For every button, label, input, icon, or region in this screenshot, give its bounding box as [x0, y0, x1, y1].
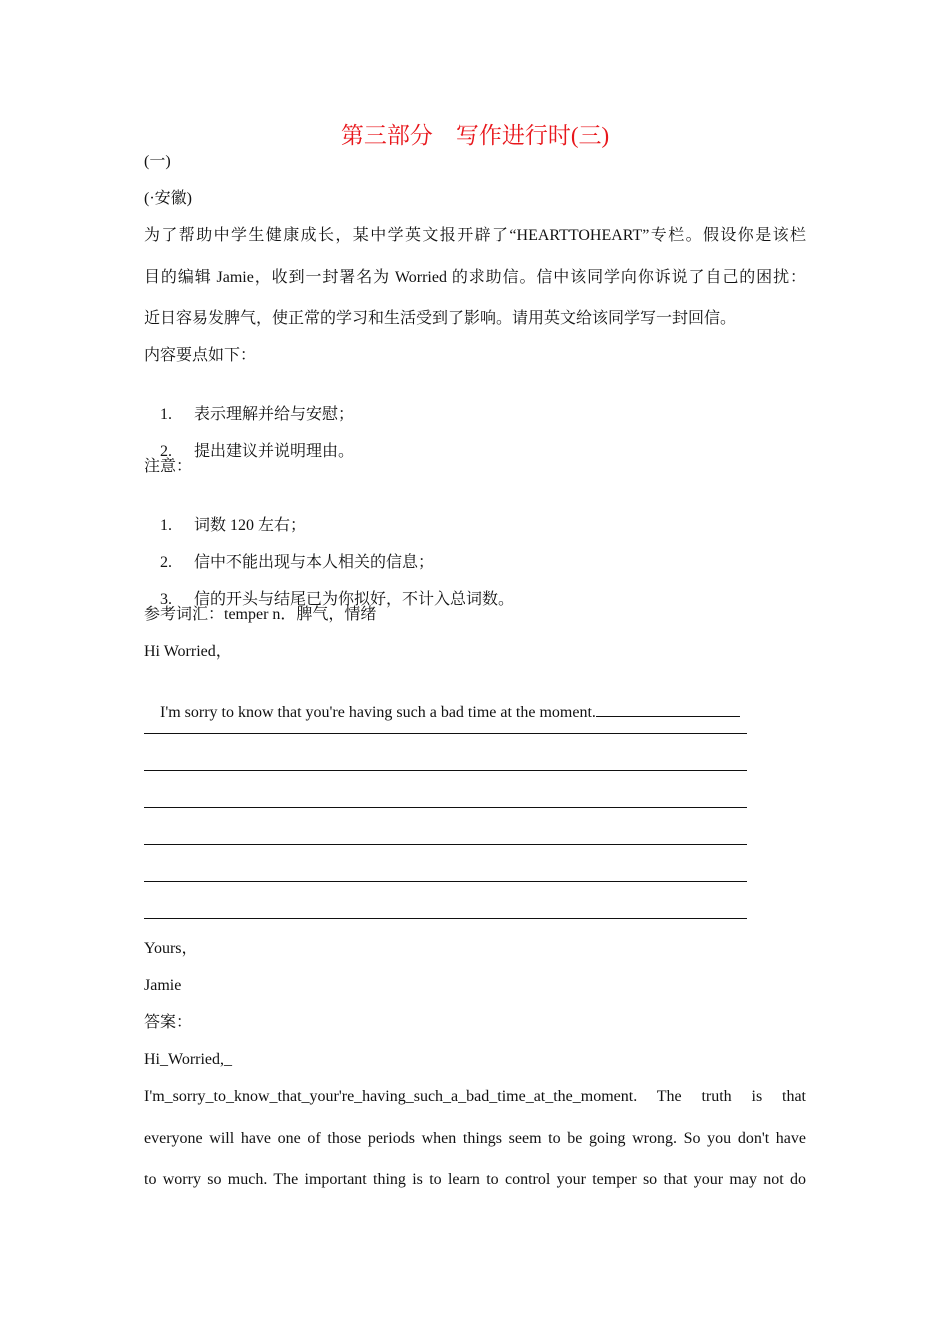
point-number: 2.	[160, 443, 172, 460]
writing-blank[interactable]	[144, 770, 747, 771]
writing-blank[interactable]	[144, 807, 747, 808]
letter-opening-text: I'm sorry to know that you're having such a bad time at the moment.	[160, 704, 596, 721]
writing-blank[interactable]	[596, 700, 740, 717]
letter-greeting: Hi Worried，	[144, 643, 232, 660]
answer-line: to worry so much. The important thing is to learn to control your temper so that your may not do	[144, 1171, 806, 1188]
point-text: 提出建议并说明理由。	[194, 443, 355, 460]
answer-heading: 答案：	[144, 1014, 193, 1031]
point-number: 1.	[160, 406, 172, 423]
note-number: 3.	[160, 591, 172, 608]
prompt-line: 为了帮助中学生健康成长，某中学英文报开辟了“HEARTTOHEART”专栏。假设你是该栏	[144, 227, 806, 244]
note-text: 词数 120 左右；	[194, 517, 307, 534]
writing-blank[interactable]	[144, 918, 747, 919]
notes-heading: 注意：	[144, 458, 193, 475]
prompt-line: 近日容易发脾气，使正常的学习和生活受到了影响。请用英文给该同学写一封回信。	[144, 310, 737, 327]
note-number: 1.	[160, 517, 172, 534]
answer-line: everyone will have one of those periods when things seem to be going wrong. So you don't have	[144, 1130, 806, 1147]
answer-line: I'm_sorry_to_know_that_your're_having_such_a_bad_time_at_the_moment. The truth is that	[144, 1088, 806, 1105]
letter-signature: Jamie	[144, 977, 182, 994]
point-text: 表示理解并给与安慰；	[194, 406, 355, 423]
page-title: 第三部分 写作进行时(三)	[340, 123, 610, 148]
answer-greeting: Hi_Worried,_	[144, 1051, 233, 1068]
section-label: (一)	[144, 153, 171, 170]
prompt-line: 目的编辑 Jamie，收到一封署名为 Worried 的求助信。信中该同学向你诉说了自己的困扰：	[144, 269, 806, 286]
note-text: 信的开头与结尾已为你拟好，不计入总词数。	[194, 591, 515, 608]
vocab-reference: 参考词汇：temper n．脾气，情绪	[144, 606, 377, 623]
writing-blank[interactable]	[144, 881, 747, 882]
writing-blank[interactable]	[144, 733, 747, 734]
points-heading: 内容要点如下：	[144, 347, 257, 364]
letter-closing: Yours，	[144, 940, 198, 957]
note-number: 2.	[160, 554, 172, 571]
writing-blank[interactable]	[144, 844, 747, 845]
note-text: 信中不能出现与本人相关的信息；	[194, 554, 435, 571]
source-label: (·安徽)	[144, 190, 192, 207]
letter-opening	[144, 678, 740, 746]
